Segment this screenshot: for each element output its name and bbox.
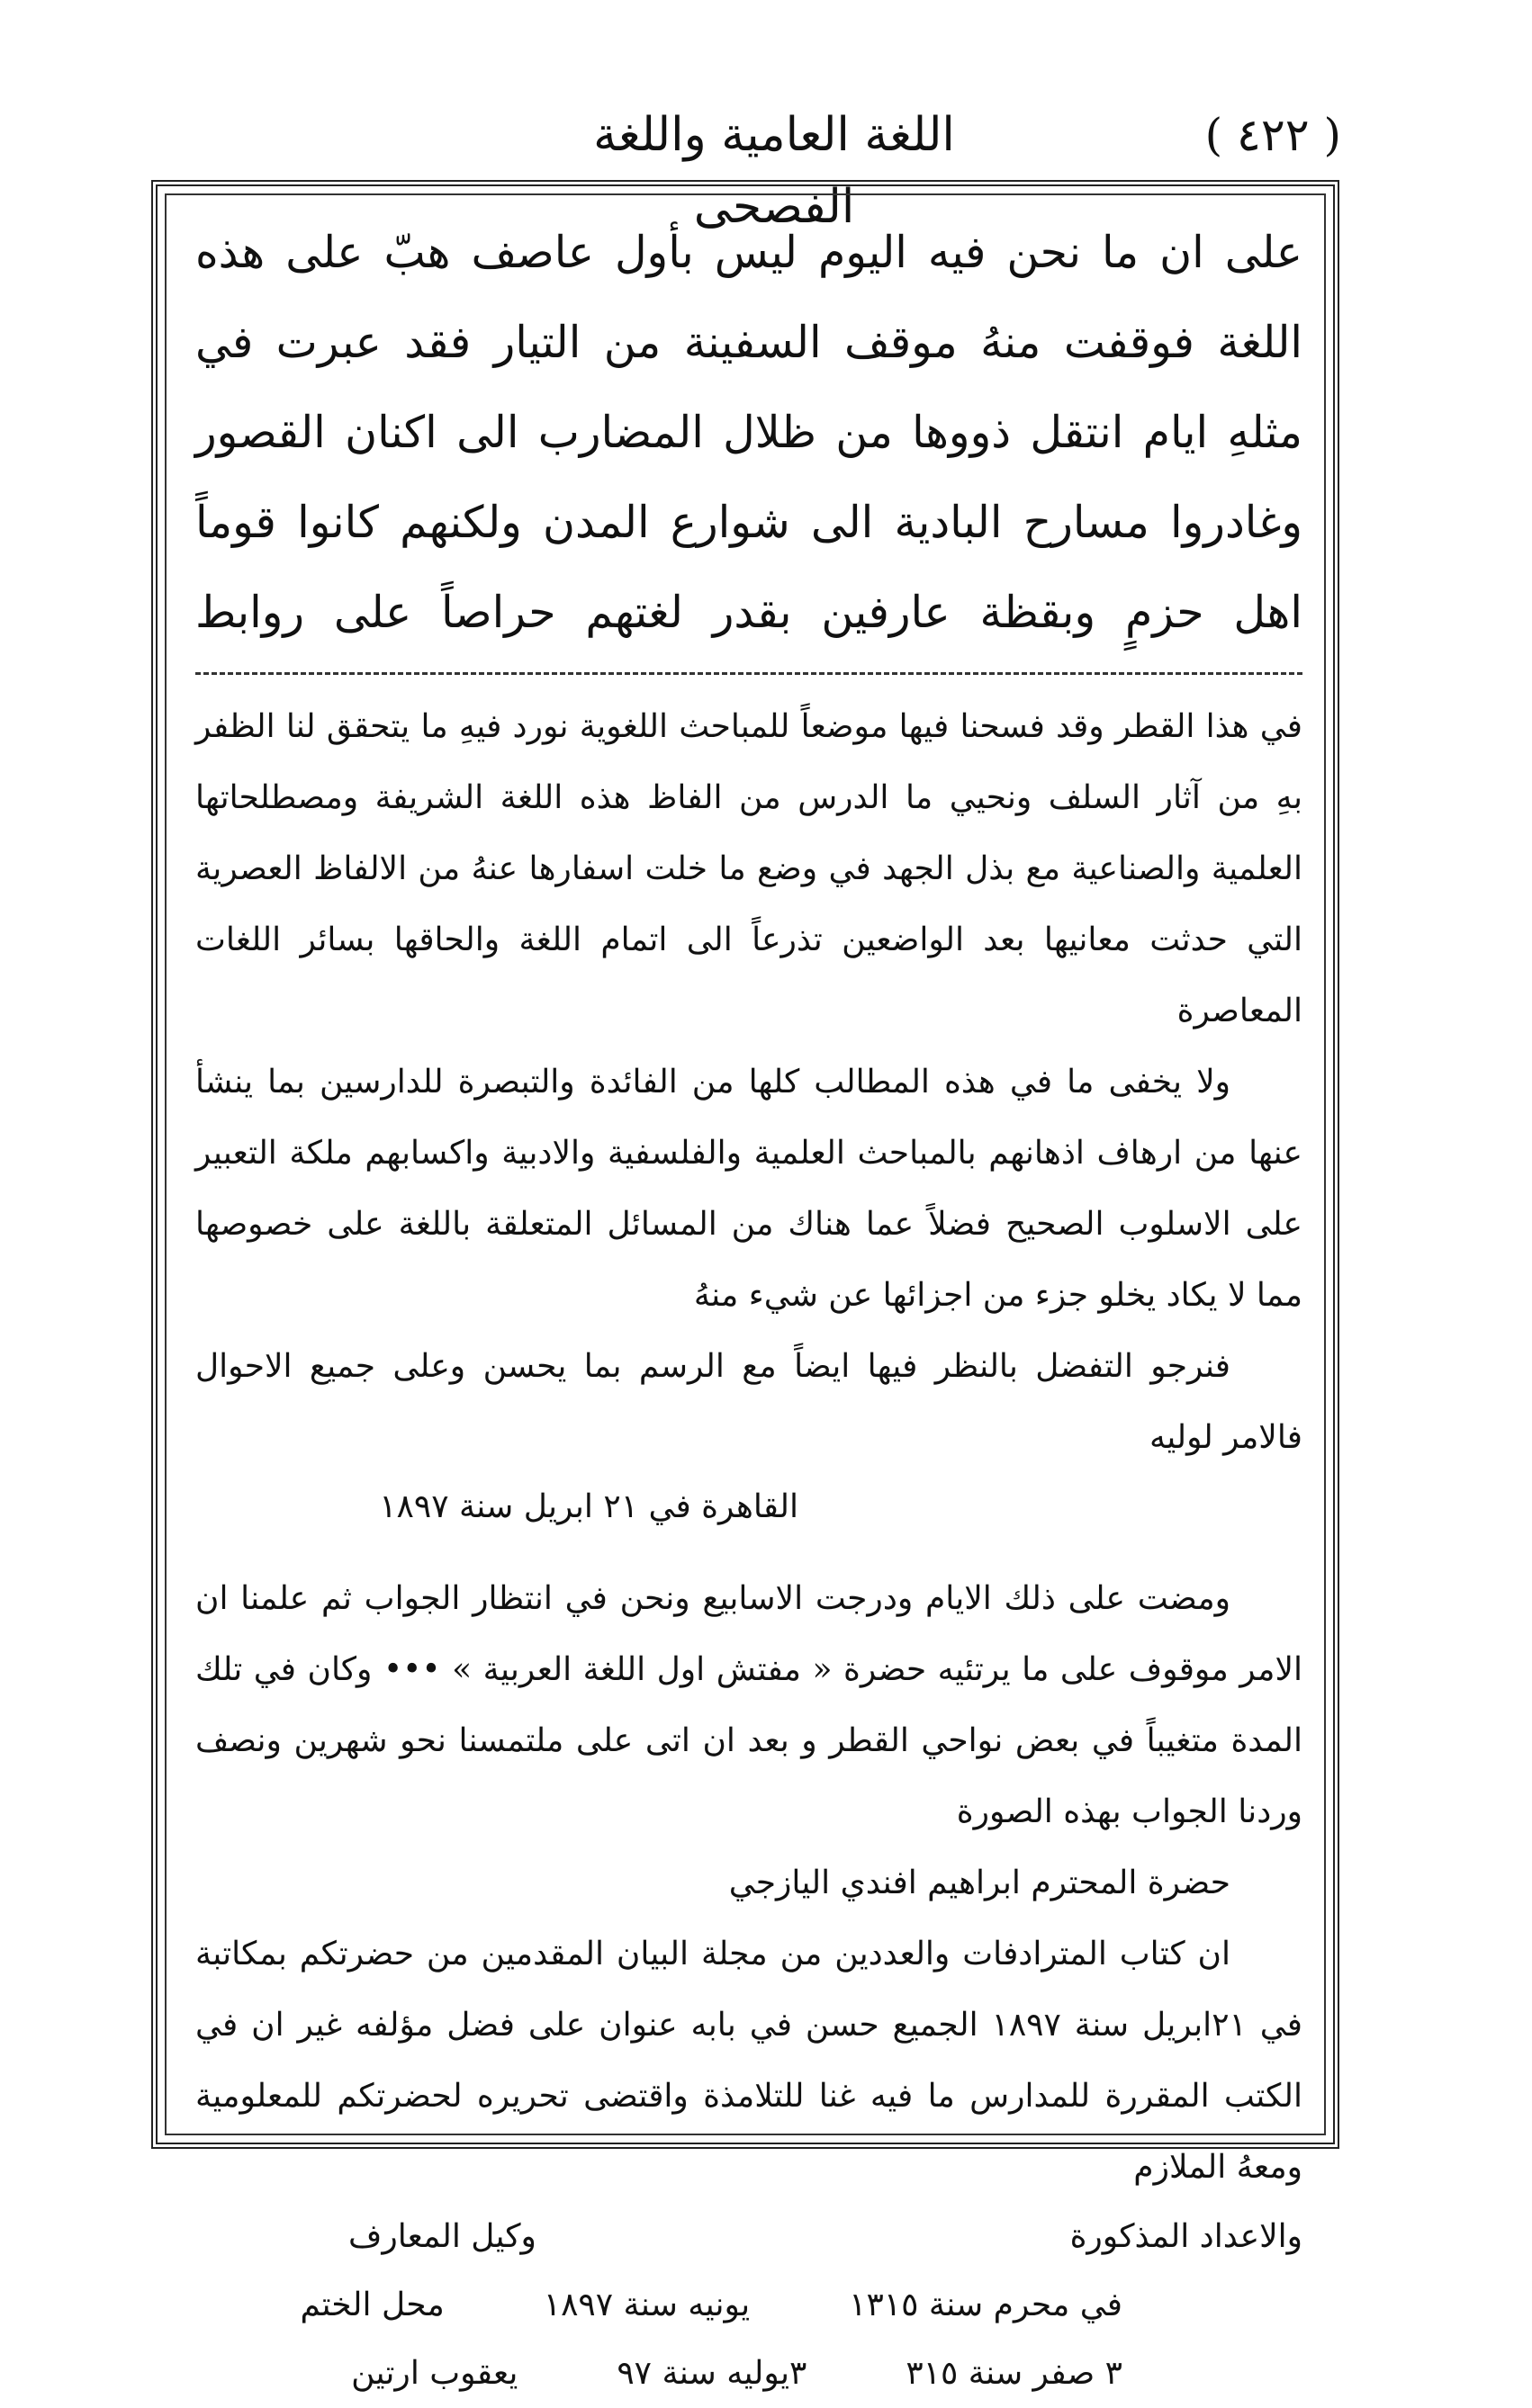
letter-paragraph-1: في هذا القطر وقد فسحنا فيها موضعاً للمباحث اللغوية نورد فيهِ ما يتحقق لنا الظفر بهِ من آثار السلف ونحيي ما الدرس من الفاظ هذه اللغة الشريفة ومصطلحاتها العلمية والصناعية مع بذل الجهد في وضع ما خلت اسفارها عنهُ من الالفاظ العصرية التي حدثت معانيها بعد الواضعين تذرعاً الى اتمام اللغة والحاقها بسائر اللغات المعاصرة <box>195 708 1303 1029</box>
date-row-1-hijri: في محرم سنة ١٣١٥ <box>849 2287 1122 2323</box>
date-row-1 <box>195 2271 1302 2340</box>
reply-signatory-title: وكيل المعارف <box>348 2218 536 2255</box>
letter-paragraph-3: فنرجو التفضل بالنظر فيها ايضاً مع الرسم بما يحسن وعلى جميع الاحوال فالامر لوليه <box>195 1348 1302 1456</box>
reply-body: ان كتاب المترادفات والعددين من مجلة البيان المقدمين من حضرتكم بمكاتبة في ٢١ابريل سنة ١٨٩٧ الجميع حسن في بابه عنوان على فضل مؤلفه غير ان في الكتب المقررة للمدارس ما فيه غنا للتلامذة واقتضى تحريره لحضرتكم للمعلومية ومعهُ الملازم <box>195 1936 1302 2186</box>
reply-closing-left: والاعداد المذكورة <box>1069 2218 1302 2255</box>
intro-paragraph: على ان ما نحن فيه اليوم ليس بأول عاصف هبّ على هذه اللغة فوقفت منهُ موقف السفينة من التيار فقد عبرت في مثلهِ ايام انتقل ذووها من ظلال المضارب الى اكنان القصور وغادروا مسارح البادية الى شوارع المدن ولكنهم كانوا قوماً اهل حزمٍ وبقظة عارفين بقدر لغتهم حراصاً على روابط <box>195 227 1303 638</box>
letter-dateline: القاهرة في ٢١ ابريل سنة ١٨٩٧ <box>379 1488 798 1525</box>
reply-salutation: حضرة المحترم ابراهيم افندي اليازجي <box>728 1864 1230 1901</box>
narrative-paragraph: ومضت على ذلك الايام ودرجت الاسابيع ونحن في انتظار الجواب ثم علمنا ان الامر موقوف على ما يرتئيه حضرة « مفتش اول اللغة العربية » ••• وكان في تلك المدة متغيباً في بعض نواحي القطر و بعد ان اتى على ملتمسنا نحو شهرين ونصف وردنا الجواب بهذه الصورة <box>195 1580 1302 1830</box>
page-number: ( ٤٢٢ ) <box>1204 109 1341 161</box>
reply-closing-row <box>195 2203 1302 2271</box>
page-frame <box>151 180 1339 2392</box>
running-title: اللغة العامية واللغة الفصحى <box>593 108 955 234</box>
date-row-1-seal: محل الختم <box>300 2287 445 2323</box>
page-content <box>195 208 1302 2408</box>
page-header <box>144 99 1341 234</box>
date-row-2-hijri: ٣ صفر سنة ٣١٥ <box>906 2355 1122 2392</box>
date-row-2 <box>195 2340 1302 2408</box>
spacer <box>195 1541 1302 1563</box>
section-divider <box>195 672 1302 675</box>
date-row-2-gregorian: ٣يوليه سنة ٩٧ <box>617 2355 807 2392</box>
date-row-1-gregorian: يونيه سنة ١٨٩٧ <box>543 2287 751 2323</box>
letter-paragraph-2: ولا يخفى ما في هذه المطالب كلها من الفائدة والتبصرة للدارسين بما ينشأ عنها من ارهاف اذهانهم بالمباحث العلمية والفلسفية والادبية واكسابهم ملكة التعبير على الاسلوب الصحيح فضلاً عما هناك من المسائل المتعلقة باللغة على خصوصها مما لا يكاد يخلو جزء من اجزائها عن شيء منهُ <box>195 1064 1302 1314</box>
date-row-2-signatory: يعقوب ارتين <box>351 2355 518 2392</box>
